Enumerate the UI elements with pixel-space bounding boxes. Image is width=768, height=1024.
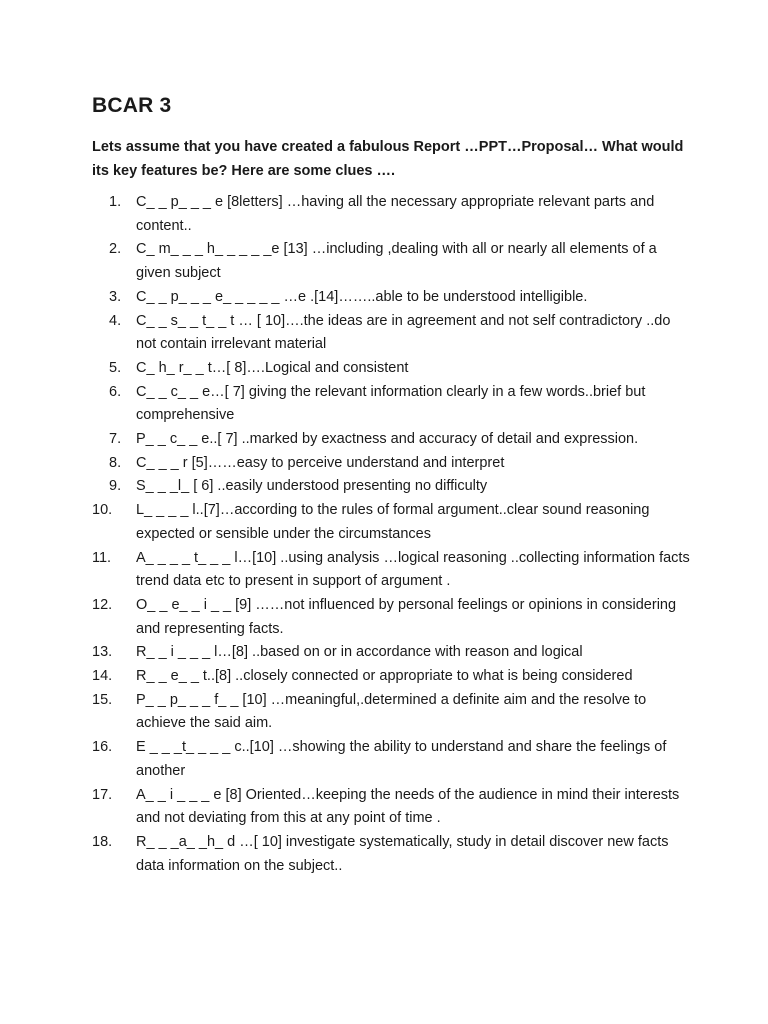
clue-list xyxy=(92,191,692,878)
list-item xyxy=(92,238,692,285)
document-title: BCAR 3 xyxy=(92,94,172,117)
clue-number: 17. xyxy=(92,786,113,803)
clue-number: 3. xyxy=(109,288,122,305)
list-item xyxy=(92,736,692,783)
list-item xyxy=(92,831,692,878)
list-item xyxy=(92,641,692,665)
clue-text: S_ _ _l_ [ 6] ..easily understood presenting no difficulty xyxy=(136,478,488,495)
clue-number: 2. xyxy=(109,241,122,258)
list-item xyxy=(92,357,692,381)
clue-text: C_ _ _ r [5]……easy to perceive understand and interpret xyxy=(136,454,505,471)
clue-text: E _ _ _t_ _ _ _ c..[10] …showing the ability to understand and share the feelings of another xyxy=(136,739,667,779)
clue-text: R_ _ e_ _ t..[8] ..closely connected or appropriate to what is being considered xyxy=(136,668,633,685)
clue-number: 14. xyxy=(92,668,113,685)
list-item xyxy=(92,310,692,357)
list-item xyxy=(92,784,692,831)
list-item xyxy=(92,689,692,736)
clue-number: 7. xyxy=(109,431,122,448)
clue-text: A_ _ _ _ t_ _ _ l…[10] ..using analysis …logical reasoning ..collecting information facts trend data etc to present in support of argument . xyxy=(136,549,690,590)
clue-text: A_ _ i _ _ _ e [8] Oriented…keeping the needs of the audience in mind their interests and not deviating from this at any point of time . xyxy=(136,786,680,827)
clue-text: P_ _ c_ _ e..[ 7] ..marked by exactness and accuracy of detail and expression. xyxy=(136,431,639,448)
clue-text: C_ _ s_ _ t_ _ t … [ 10]….the ideas are in agreement and not self contradictory ..do not contain irrelevant material xyxy=(136,312,671,353)
clue-text: P_ _ p_ _ _ f_ _ [10] …meaningful,.determined a definite aim and the resolve to achieve the said aim. xyxy=(136,691,647,732)
list-item xyxy=(92,547,692,594)
clue-number: 1. xyxy=(109,194,122,210)
clue-number: 18. xyxy=(92,833,113,850)
list-item xyxy=(92,381,692,428)
clue-number: 9. xyxy=(109,478,122,495)
list-item xyxy=(92,428,692,452)
clue-text: L_ _ _ _ l..[7]…according to the rules of formal argument..clear sound reasoning expected or sensible under the circumstances xyxy=(136,502,650,542)
clue-text: R_ _ i _ _ _ l…[8] ..based on or in accordance with reason and logical xyxy=(136,644,583,661)
clue-number: 15. xyxy=(92,691,113,708)
clue-text: C_ _ p_ _ _ e [8letters] …having all the necessary appropriate relevant parts and content.. xyxy=(136,194,655,234)
clue-number: 16. xyxy=(92,739,113,756)
list-item xyxy=(92,286,692,310)
clue-text: R_ _ _a_ _h_ d …[ 10] investigate systematically, study in detail discover new facts data information on the subject.. xyxy=(136,833,669,874)
clue-text: C_ _ p_ _ _ e_ _ _ _ _ …e .[14]……..able to be understood intelligible. xyxy=(136,288,588,305)
clue-text: C_ m_ _ _ h_ _ _ _ _e [13] …including ,dealing with all or nearly all elements of a given subject xyxy=(136,241,657,282)
clue-number: 6. xyxy=(109,383,122,400)
clue-number: 11. xyxy=(92,549,112,566)
intro-paragraph: Lets assume that you have created a fabulous Report …PPT…Proposal… What would its key features be? Here are some clues …. xyxy=(92,139,684,179)
clue-number: 4. xyxy=(109,312,122,329)
clue-number: 13. xyxy=(92,644,113,661)
list-item xyxy=(92,191,692,238)
clue-number: 8. xyxy=(109,454,122,471)
list-item xyxy=(92,594,692,641)
clue-number: 10. xyxy=(92,502,113,519)
clue-text: C_ h_ r_ _ t…[ 8]….Logical and consistent xyxy=(136,359,409,376)
clue-text: C_ _ c_ _ e…[ 7] giving the relevant information clearly in a few words..brief but comprehensive xyxy=(136,383,646,424)
clue-number: 5. xyxy=(109,359,122,376)
list-item xyxy=(92,475,692,499)
list-item xyxy=(92,499,692,546)
clue-number: 12. xyxy=(92,596,113,613)
list-item xyxy=(92,665,692,689)
list-item xyxy=(92,452,692,476)
clue-text: O_ _ e_ _ i _ _ [9] ……not influenced by personal feelings or opinions in considering and representing facts. xyxy=(136,596,677,637)
